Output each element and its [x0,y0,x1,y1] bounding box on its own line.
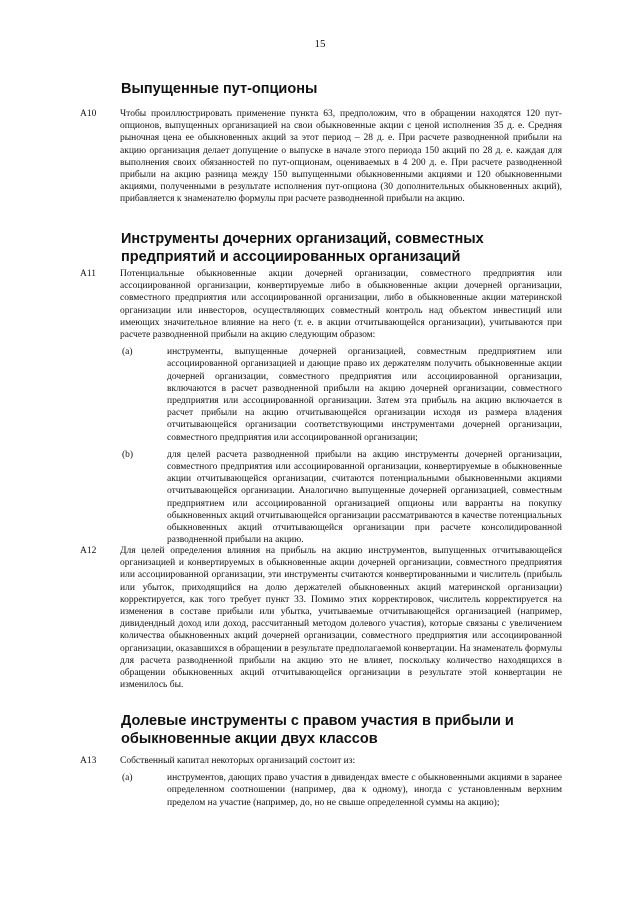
page-number: 15 [314,38,326,50]
paragraph-text: Для целей определения влияния на прибыль на акцию инструментов, выпущенных отчитывающейся организацией и конвертируемых в обыкновенные акции дочерней организации, совместного предприятия или ассоциированной организации, эти инструменты считаются конвертированными и числитель (прибыль или убыток, приходящийся на долю держателей обыкновенных акций материнской организации) корректируется, как того требует пункт 33. Помимо этих корректировок, числитель корректируется на изменения в составе прибыли или убытка, учитываемые отчитывающейся организацией (например, дивидендный доход или доход, рассчитанный методом долевого участия), которые связаны с увеличением количества обыкновенных акций дочерней организации, совместного предприятия или ассоциированной организации, оказавшихся в обращении в результате предполагаемой конвертации. На знаменатель формулы для расчета разводненной прибыли на акцию это не влияет, поскольку количество находящихся в обращении обыкновенных акций отчитывающейся организации в результате этой конвертации не изменилось бы. [120,546,562,691]
paragraph-a12 [80,545,562,691]
section-heading-subsidiary-instruments: Инструменты дочерних организаций, совместных предприятий и ассоциированных организаций [121,231,484,265]
list-item-label: (b) [122,449,134,460]
list-item-text: инструментов, дающих право участия в дивидендах вместе с обыкновенными акциями в заранее определенном соотношении (например, два к одному), иногда с установленным верхним пределом на участие (например, до, но не свыше определенной суммы на акцию); [167,773,562,808]
list-item [122,449,562,547]
paragraph-number: A13 [80,756,97,766]
paragraph-text: Собственный капитал некоторых организаций состоит из: [120,756,356,766]
paragraph-text: Чтобы проиллюстрировать применение пункта 63, предположим, что в обращении находятся 120 пут-опционов, выпущенных организацией на свои обыкновенные акции с ценой исполнения 35 д. е. Средняя рыночная цена ее обыкновенных акций за этот период – 28 д. е. При расчете разводненной прибыли на акцию организация делает допущение о выпуске в начале этого периода 150 акций по 28 д. е. каждая для выполнения своих обязанностей по пут-опционам, оцениваемых в 4 200 д. е. При расчете разводненной прибыли на акцию разница между 150 выпущенными обыкновенными акциями и 120 обыкновенными акциями, полученными в результате исполнения пут-опциона (30 дополнительных обыкновенных акций), прибавляется к знаменателю формулы при расчете разводненной прибыли на акцию. [120,109,562,205]
paragraph-number: A10 [80,109,97,119]
list-item-text: инструменты, выпущенные дочерней организацией, совместным предприятием или ассоциированной организацией и дающие право их держателям получить обыкновенные акции дочерней организации, совместного предприятия или ассоциированной организации, включаются в расчет разводненной прибыли на акцию дочерней организации, совместного предприятия или ассоциированной организации. Затем эта прибыль на акцию включается в расчет прибыли на акцию отчитывающейся организации исходя из размера владения отчитывающейся организации соответствующими инструментами дочерней организации, совместного предприятия или ассоциированной организации; [167,347,562,443]
list-item [122,772,562,809]
section-heading-participating-instruments: Долевые инструменты с правом участия в прибыли и обыкновенные акции двух классов [121,713,514,747]
paragraph-a13 [80,755,562,809]
list-item-text: для целей расчета разводненной прибыли на акцию инструменты дочерней организации, совместного предприятия или ассоциированной организации, конвертируемые в обыкновенные акции отчитывающейся организации, считаются потенциальными обыкновенными акциями отчитывающейся организации. Аналогично выпущенные дочерней организацией, совместным предприятием или ассоциированной организацией опционы или варранты на покупку обыкновенных акций отчитывающейся организации рассматриваются в качестве потенциальных обыкновенных акций отчитывающейся организации при расчете консолидированной разводненной прибыли на акцию. [167,449,562,546]
list-item-label: (a) [122,773,133,784]
list-item [122,346,562,444]
paragraph-a10 [80,108,562,206]
paragraph-number: A11 [80,269,97,279]
section-heading-issued-put-options: Выпущенные пут-опционы [121,81,318,97]
paragraph-text: Потенциальные обыкновенные акции дочерней организации, совместного предприятия или ассоциированной организации, конвертируемые либо в обыкновенные акции дочерней организации, совместного предприятия или ассоциированной организации, либо в обыкновенные акции материнской организации или инвесторов, осуществляющих совместный контроль над объектом инвестиций или имеющих значительное влияние на него (т. е. в акции отчитывающейся организации), учитываются при расчете разводненной прибыли на акцию следующим образом: [120,269,562,341]
paragraph-number: A12 [80,546,97,556]
list-item-label: (a) [122,347,133,358]
paragraph-a11 [80,268,562,546]
